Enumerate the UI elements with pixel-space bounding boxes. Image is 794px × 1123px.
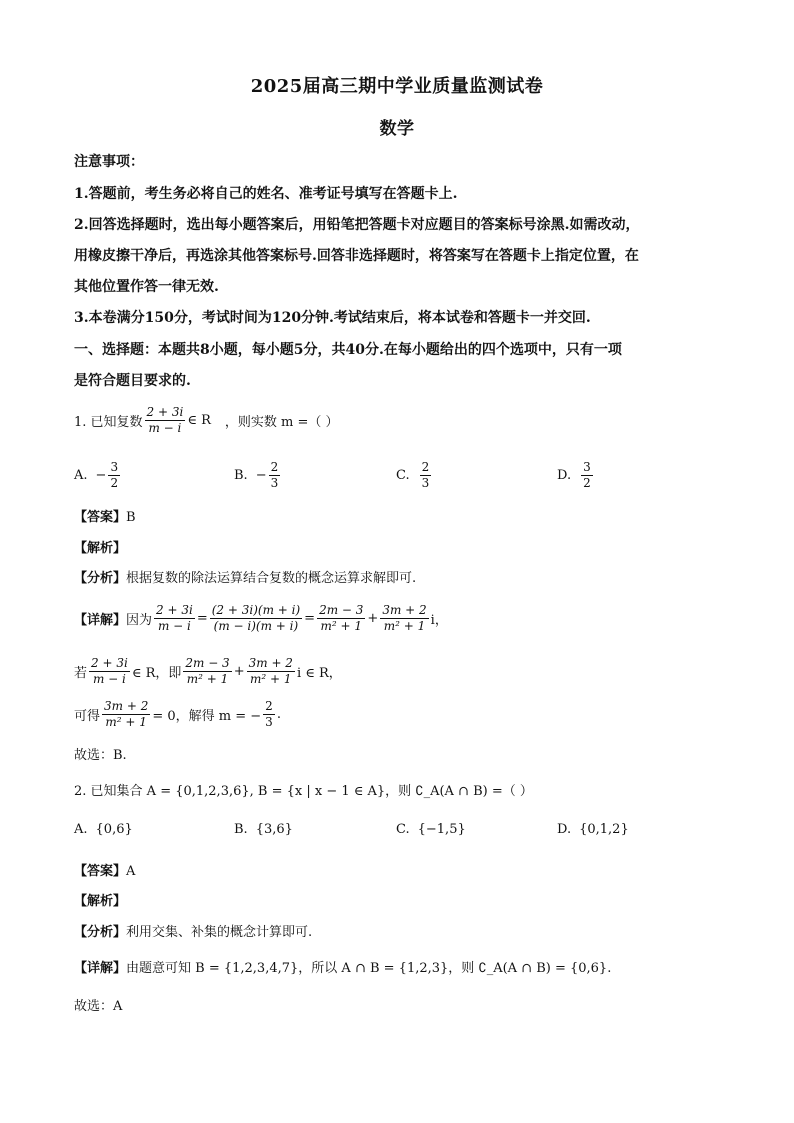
option-label: B. [234,822,248,837]
option-value: {0,1,2} [579,822,629,837]
detail-text: 可得 [74,709,101,724]
question-1-stem [74,405,339,436]
q1-conclusion: 故选：B. [74,748,127,763]
frac-den: m² + 1 [250,672,292,686]
frac-den: m² + 1 [320,619,362,633]
section-heading-cont: 是符合题目要求的. [74,373,191,389]
option-num: 3 [583,460,591,474]
q2-detail [74,957,611,976]
option-den: 3 [270,476,279,490]
frac-den: m − i [157,619,191,633]
option-label: D. [557,468,572,483]
answer-tag: 【答案】 [74,864,127,879]
option-den: 3 [421,476,430,490]
q2-fenxi [74,921,312,940]
frac-num: 2m − 3 [185,656,230,670]
notice-item: 1.答题前，考生务必将自己的姓名、准考证号填写在答题卡上. [74,186,458,202]
option-label: D. [557,822,572,837]
frac-den: 3 [265,715,273,729]
frac-num: (2 + 3i)(m + i) [211,603,301,617]
q1-prefix: 1. 已知复数 [74,415,143,430]
q2-option-a [74,822,133,837]
fenxi-tag: 【分析】 [74,571,127,586]
q1-suffix: ，则实数 m =（ ） [224,415,339,430]
frac-den: m² + 1 [105,715,147,729]
frac-num: 2 + 3i [156,603,193,617]
q1-option-a [74,460,122,491]
option-value: {3,6} [255,822,293,837]
q1-analysis-tag: 【解析】 [74,541,127,556]
frac-num: 3m + 2 [248,656,293,670]
frac-den: m − i [92,672,126,686]
q1-in-r: ∈ R [187,413,211,428]
answer-value: B [126,510,136,525]
option-num: 2 [270,460,279,474]
notice-item: 用橡皮擦干净后，再选涂其他答案标号.回答非选择题时，将答案写在答题卡上指定位置，在 [74,248,639,264]
option-sign: − [255,468,267,483]
q1-detail-line3: 可得 $\frac{3m + 2}{\text{m² + 1}}$ = 0，解得 m = − $\frac{2}{3}$ . [74,699,281,729]
detail-tag: 【详解】 [74,613,127,628]
option-den: 2 [583,476,591,490]
section-heading: 一、选择题：本题共8小题，每小题5分，共40分.在每小题给出的四个选项中，只有一项 [74,342,622,358]
page-title: 2025届高三期中学业质量监测试卷 [250,76,544,97]
frac-num: 3m + 2 [104,699,149,713]
option-label: A. [74,468,88,483]
q1-detail-line1: 【详解】 因为 $\frac{2 + 3i}{m - i}$ = $\frac{(2 + 3i)(m + i)}{(m - i)(m + i)}$ = $\frac{2m - 3}{\text{m² + 1}}$ + $\frac{3m + 2}{\text{m² + 1}}$ i， [74,603,448,633]
option-den: 2 [110,476,119,490]
frac-num: 3m + 2 [382,603,427,617]
fenxi-text: 根据复数的除法运算结合复数的概念运算求解即可. [126,571,417,586]
q1-detail-line2: 若 $\frac{2 + 3i}{m - i}$ ∈ R，即 $\frac{2m - 3}{\text{m² + 1}}$ + $\frac{3m + 2}{\text{m² + 1}}$ i ∈ R， [74,656,342,686]
detail-text: = 0，解得 m = − [152,709,262,724]
option-label: C. [396,468,410,483]
detail-text: 因为 [126,613,153,628]
q2-option-b [234,822,293,837]
detail-tag: 【详解】 [74,961,127,976]
q2-analysis-tag: 【解析】 [74,894,127,909]
option-num: 2 [421,460,430,474]
q2-option-d [557,822,629,837]
q2-option-c [396,822,466,837]
q1-fenxi [74,567,416,586]
option-value: {−1,5} [417,822,466,837]
q2-answer [74,860,135,879]
frac-den: m² + 1 [186,672,229,686]
notice-heading: 注意事项： [74,154,144,170]
frac-num: 2 [265,699,273,713]
detail-text: 若 [74,666,88,681]
detail-text: ∈ R，即 [131,666,182,681]
frac-den: (m − i)(m + i) [213,619,299,633]
notice-item: 3.本卷满分150分，考试时间为120分钟.考试结束后，将本试卷和答题卡一并交回. [74,310,591,326]
notice-item: 其他位置作答一律无效. [74,279,219,295]
option-label: B. [234,468,248,483]
frac-den: m² + 1 [383,619,426,633]
detail-text: 由题意可知 B = {1,2,3,4,7}，所以 A ∩ B = {1,2,3}，则 ∁_A(A ∩ B) = {0,6}. [126,961,612,976]
option-num: 3 [110,460,119,474]
answer-value: A [126,864,136,879]
frac-num: 2 + 3i [91,656,128,670]
question-2-stem: 2. 已知集合 A = {0,1,2,3,6}, B = {x | x − 1 ∈ A}，则 ∁_A(A ∩ B) =（ ） [74,784,533,799]
q1-frac-den: m − i [148,421,182,435]
option-label: A. [74,822,88,837]
fenxi-tag: 【分析】 [74,925,127,940]
fenxi-text: 利用交集、补集的概念计算即可. [126,925,313,940]
subject-title: 数学 [379,119,415,139]
q1-option-d [557,460,595,491]
q1-answer [74,506,136,525]
q1-frac-num: 2 + 3i [146,405,184,419]
option-label: C. [396,822,410,837]
q1-fraction [145,405,186,436]
option-sign: − [95,468,107,483]
q1-option-c [396,460,433,491]
option-value: {0,6} [95,822,133,837]
q2-conclusion: 故选：A [74,999,123,1014]
q1-option-b [234,460,282,491]
frac-num: 2m − 3 [319,603,364,617]
notice-item: 2.回答选择题时，选出每小题答案后，用铅笔把答题卡对应题目的答案标号涂黑.如需改动， [74,217,640,233]
answer-tag: 【答案】 [74,510,127,525]
detail-text: i ∈ R， [296,666,342,681]
